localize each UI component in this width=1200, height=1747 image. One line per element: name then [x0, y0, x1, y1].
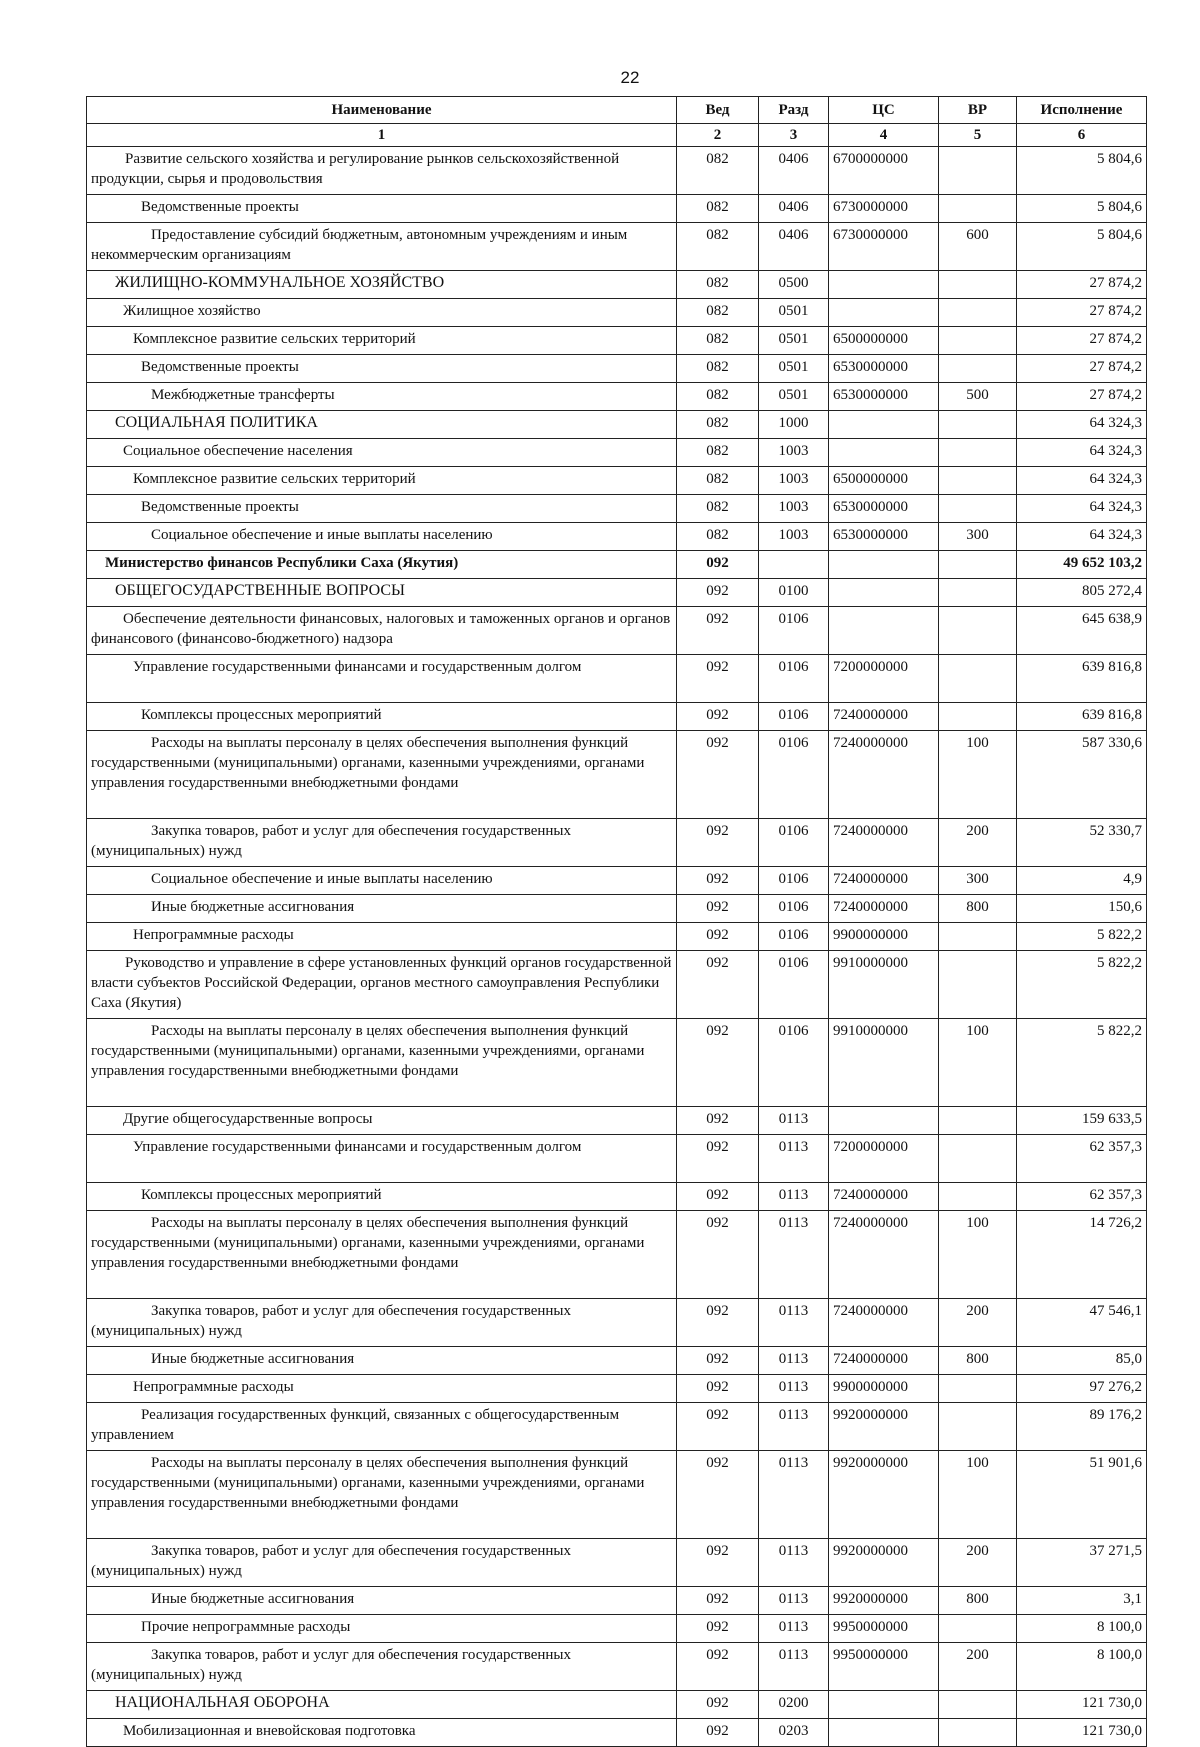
row-name: Предоставление субсидий бюджетным, автономным учреждениям и иным некоммерческим организациям — [87, 223, 677, 271]
row-vr: 200 — [939, 819, 1017, 867]
row-ved: 082 — [677, 147, 759, 195]
table-row — [87, 1539, 1147, 1587]
row-name: Расходы на выплаты персоналу в целях обеспечения выполнения функций государственными (муниципальными) органами, казенными учреждениями, органами управления государственными внебюджетными фондами — [87, 1451, 677, 1539]
header-number: 5 — [939, 124, 1017, 147]
row-cs: 6530000000 — [829, 495, 939, 523]
row-vr — [939, 1107, 1017, 1135]
row-ved: 092 — [677, 1451, 759, 1539]
row-ved: 092 — [677, 1135, 759, 1183]
table-row — [87, 703, 1147, 731]
row-razd: 0106 — [759, 895, 829, 923]
row-cs: 7240000000 — [829, 1299, 939, 1347]
row-vr: 100 — [939, 731, 1017, 819]
row-amount: 3,1 — [1017, 1587, 1147, 1615]
row-cs: 9920000000 — [829, 1539, 939, 1587]
row-razd: 1003 — [759, 439, 829, 467]
table-row — [87, 1403, 1147, 1451]
row-amount: 121 730,0 — [1017, 1691, 1147, 1719]
row-vr — [939, 1375, 1017, 1403]
row-name: Социальное обеспечение населения — [87, 439, 677, 467]
row-name: Мобилизационная и вневойсковая подготовка — [87, 1719, 677, 1747]
row-amount: 27 874,2 — [1017, 327, 1147, 355]
table-row — [87, 819, 1147, 867]
header-number: 2 — [677, 124, 759, 147]
row-ved: 092 — [677, 1403, 759, 1451]
row-razd: 0113 — [759, 1299, 829, 1347]
row-ved: 082 — [677, 355, 759, 383]
row-name: Руководство и управление в сфере установленных функций органов государственной власти субъектов Российской Федерации, органов местного самоуправления Республики Саха (Якутия) — [87, 951, 677, 1019]
row-razd: 0106 — [759, 703, 829, 731]
row-ved: 092 — [677, 1211, 759, 1299]
row-vr — [939, 655, 1017, 703]
row-vr — [939, 1691, 1017, 1719]
row-name: Развитие сельского хозяйства и регулирование рынков сельскохозяйственной продукции, сырья и продовольствия — [87, 147, 677, 195]
row-name: Иные бюджетные ассигнования — [87, 1347, 677, 1375]
table-row — [87, 1211, 1147, 1299]
row-razd: 0501 — [759, 383, 829, 411]
row-ved: 082 — [677, 467, 759, 495]
row-amount: 5 804,6 — [1017, 147, 1147, 195]
row-ved: 092 — [677, 579, 759, 607]
row-razd: 0406 — [759, 223, 829, 271]
row-vr: 300 — [939, 523, 1017, 551]
row-razd: 0200 — [759, 1691, 829, 1719]
row-name: Непрограммные расходы — [87, 1375, 677, 1403]
row-cs — [829, 607, 939, 655]
row-ved: 092 — [677, 1719, 759, 1747]
row-vr: 800 — [939, 895, 1017, 923]
row-cs: 7240000000 — [829, 1211, 939, 1299]
row-name: Социальное обеспечение и иные выплаты населению — [87, 523, 677, 551]
header-number: 4 — [829, 124, 939, 147]
row-amount: 639 816,8 — [1017, 655, 1147, 703]
row-amount: 37 271,5 — [1017, 1539, 1147, 1587]
row-vr — [939, 703, 1017, 731]
row-ved: 082 — [677, 299, 759, 327]
row-vr: 100 — [939, 1019, 1017, 1107]
row-ved: 092 — [677, 1107, 759, 1135]
row-amount: 27 874,2 — [1017, 355, 1147, 383]
row-cs: 9900000000 — [829, 923, 939, 951]
table-body — [87, 147, 1147, 1747]
row-razd: 0500 — [759, 271, 829, 299]
row-cs: 7200000000 — [829, 1135, 939, 1183]
table-row — [87, 1643, 1147, 1691]
row-vr: 500 — [939, 383, 1017, 411]
row-amount: 27 874,2 — [1017, 271, 1147, 299]
row-name: Расходы на выплаты персоналу в целях обеспечения выполнения функций государственными (муниципальными) органами, казенными учреждениями, органами управления государственными внебюджетными фондами — [87, 731, 677, 819]
row-cs: 9920000000 — [829, 1451, 939, 1539]
row-name: Закупка товаров, работ и услуг для обеспечения государственных (муниципальных) нужд — [87, 1539, 677, 1587]
row-name: Социальное обеспечение и иные выплаты населению — [87, 867, 677, 895]
table-row — [87, 299, 1147, 327]
row-vr — [939, 411, 1017, 439]
row-name: СОЦИАЛЬНАЯ ПОЛИТИКА — [87, 411, 677, 439]
row-name: НАЦИОНАЛЬНАЯ ОБОРОНА — [87, 1691, 677, 1719]
row-razd: 0106 — [759, 867, 829, 895]
row-razd: 0106 — [759, 655, 829, 703]
row-vr — [939, 299, 1017, 327]
table-row — [87, 607, 1147, 655]
row-name: Комплексное развитие сельских территорий — [87, 327, 677, 355]
row-vr — [939, 467, 1017, 495]
row-amount: 64 324,3 — [1017, 495, 1147, 523]
row-amount: 64 324,3 — [1017, 467, 1147, 495]
table-row — [87, 1615, 1147, 1643]
row-cs — [829, 1691, 939, 1719]
row-razd: 0113 — [759, 1539, 829, 1587]
row-ved: 082 — [677, 271, 759, 299]
row-vr: 200 — [939, 1299, 1017, 1347]
row-name: Иные бюджетные ассигнования — [87, 895, 677, 923]
row-ved: 082 — [677, 383, 759, 411]
row-ved: 092 — [677, 923, 759, 951]
row-name: Обеспечение деятельности финансовых, налоговых и таможенных органов и органов финансового (финансово-бюджетного) надзора — [87, 607, 677, 655]
table-row — [87, 731, 1147, 819]
row-amount: 5 804,6 — [1017, 195, 1147, 223]
row-amount: 5 822,2 — [1017, 951, 1147, 1019]
header-amount: Исполнение — [1017, 97, 1147, 124]
row-vr — [939, 355, 1017, 383]
row-vr: 800 — [939, 1587, 1017, 1615]
row-cs: 7240000000 — [829, 1347, 939, 1375]
row-cs — [829, 299, 939, 327]
row-name: Комплексное развитие сельских территорий — [87, 467, 677, 495]
row-ved: 092 — [677, 703, 759, 731]
row-cs — [829, 1107, 939, 1135]
table-row — [87, 271, 1147, 299]
header-razd: Разд — [759, 97, 829, 124]
table-row — [87, 1299, 1147, 1347]
row-cs: 9920000000 — [829, 1587, 939, 1615]
row-vr — [939, 439, 1017, 467]
row-amount: 5 822,2 — [1017, 923, 1147, 951]
row-name: Межбюджетные трансферты — [87, 383, 677, 411]
row-razd: 0106 — [759, 1019, 829, 1107]
row-amount: 5 804,6 — [1017, 223, 1147, 271]
row-vr: 600 — [939, 223, 1017, 271]
row-name: Прочие непрограммные расходы — [87, 1615, 677, 1643]
row-ved: 092 — [677, 819, 759, 867]
row-amount: 8 100,0 — [1017, 1643, 1147, 1691]
row-vr — [939, 495, 1017, 523]
row-razd: 1000 — [759, 411, 829, 439]
row-razd: 0501 — [759, 327, 829, 355]
row-razd: 0113 — [759, 1135, 829, 1183]
row-razd: 1003 — [759, 495, 829, 523]
row-name: Закупка товаров, работ и услуг для обеспечения государственных (муниципальных) нужд — [87, 1643, 677, 1691]
row-vr — [939, 1183, 1017, 1211]
row-amount: 85,0 — [1017, 1347, 1147, 1375]
row-name: Расходы на выплаты персоналу в целях обеспечения выполнения функций государственными (муниципальными) органами, казенными учреждениями, органами управления государственными внебюджетными фондами — [87, 1211, 677, 1299]
row-ved: 092 — [677, 1299, 759, 1347]
table-row — [87, 439, 1147, 467]
row-amount: 639 816,8 — [1017, 703, 1147, 731]
header-number: 6 — [1017, 124, 1147, 147]
row-razd: 1003 — [759, 523, 829, 551]
row-name: ОБЩЕГОСУДАРСТВЕННЫЕ ВОПРОСЫ — [87, 579, 677, 607]
row-ved: 082 — [677, 195, 759, 223]
header-number: 3 — [759, 124, 829, 147]
row-name: Комплексы процессных мероприятий — [87, 1183, 677, 1211]
row-amount: 587 330,6 — [1017, 731, 1147, 819]
row-razd: 0113 — [759, 1587, 829, 1615]
row-razd: 0501 — [759, 299, 829, 327]
row-name: Управление государственными финансами и государственным долгом — [87, 1135, 677, 1183]
row-razd: 0106 — [759, 731, 829, 819]
row-razd: 0100 — [759, 579, 829, 607]
header-cs: ЦС — [829, 97, 939, 124]
row-ved: 092 — [677, 1183, 759, 1211]
row-cs: 9900000000 — [829, 1375, 939, 1403]
row-cs: 9910000000 — [829, 1019, 939, 1107]
header-name: Наименование — [87, 97, 677, 124]
table-row — [87, 1691, 1147, 1719]
row-razd: 0203 — [759, 1719, 829, 1747]
table-row — [87, 951, 1147, 1019]
row-amount: 89 176,2 — [1017, 1403, 1147, 1451]
row-razd: 0501 — [759, 355, 829, 383]
row-vr — [939, 579, 1017, 607]
row-ved: 092 — [677, 1019, 759, 1107]
row-cs: 9920000000 — [829, 1403, 939, 1451]
table-row — [87, 327, 1147, 355]
row-vr: 800 — [939, 1347, 1017, 1375]
row-ved: 092 — [677, 551, 759, 579]
row-razd: 0406 — [759, 195, 829, 223]
header-ved: Вед — [677, 97, 759, 124]
header-number: 1 — [87, 124, 677, 147]
row-amount: 62 357,3 — [1017, 1183, 1147, 1211]
row-razd: 0113 — [759, 1183, 829, 1211]
row-vr — [939, 951, 1017, 1019]
header-vr: ВР — [939, 97, 1017, 124]
row-name: Министерство финансов Республики Саха (Якутия) — [87, 551, 677, 579]
row-name: Ведомственные проекты — [87, 355, 677, 383]
table-row — [87, 1107, 1147, 1135]
row-razd: 0113 — [759, 1211, 829, 1299]
row-amount: 64 324,3 — [1017, 411, 1147, 439]
budget-table — [86, 96, 1147, 1747]
row-name: Ведомственные проекты — [87, 195, 677, 223]
row-ved: 092 — [677, 1375, 759, 1403]
table-row — [87, 223, 1147, 271]
row-amount: 121 730,0 — [1017, 1719, 1147, 1747]
row-cs: 6730000000 — [829, 223, 939, 271]
row-amount: 159 633,5 — [1017, 1107, 1147, 1135]
row-vr — [939, 147, 1017, 195]
row-vr — [939, 1403, 1017, 1451]
row-ved: 092 — [677, 895, 759, 923]
page-number: 22 — [620, 68, 640, 87]
row-ved: 092 — [677, 1691, 759, 1719]
row-cs: 6530000000 — [829, 355, 939, 383]
row-vr — [939, 1719, 1017, 1747]
row-ved: 092 — [677, 867, 759, 895]
table-row — [87, 867, 1147, 895]
row-razd: 0106 — [759, 819, 829, 867]
row-razd: 0106 — [759, 951, 829, 1019]
table-row — [87, 195, 1147, 223]
table-row — [87, 1183, 1147, 1211]
row-name: Расходы на выплаты персоналу в целях обеспечения выполнения функций государственными (муниципальными) органами, казенными учреждениями, органами управления государственными внебюджетными фондами — [87, 1019, 677, 1107]
row-name: Реализация государственных функций, связанных с общегосударственным управлением — [87, 1403, 677, 1451]
row-cs: 7240000000 — [829, 819, 939, 867]
row-amount: 645 638,9 — [1017, 607, 1147, 655]
table-row — [87, 655, 1147, 703]
table-row — [87, 579, 1147, 607]
row-razd: 0113 — [759, 1107, 829, 1135]
row-vr — [939, 551, 1017, 579]
row-amount: 47 546,1 — [1017, 1299, 1147, 1347]
row-vr: 200 — [939, 1539, 1017, 1587]
row-ved: 092 — [677, 731, 759, 819]
table-row — [87, 355, 1147, 383]
row-vr — [939, 1615, 1017, 1643]
row-amount: 51 901,6 — [1017, 1451, 1147, 1539]
table-row — [87, 1019, 1147, 1107]
row-cs — [829, 411, 939, 439]
row-vr — [939, 327, 1017, 355]
row-amount: 64 324,3 — [1017, 523, 1147, 551]
row-amount: 27 874,2 — [1017, 299, 1147, 327]
row-amount: 97 276,2 — [1017, 1375, 1147, 1403]
row-cs — [829, 579, 939, 607]
row-amount: 64 324,3 — [1017, 439, 1147, 467]
row-ved: 082 — [677, 411, 759, 439]
row-amount: 14 726,2 — [1017, 1211, 1147, 1299]
table-row — [87, 1451, 1147, 1539]
row-ved: 092 — [677, 1539, 759, 1587]
row-ved: 092 — [677, 655, 759, 703]
row-vr — [939, 271, 1017, 299]
row-cs: 9910000000 — [829, 951, 939, 1019]
row-cs: 6530000000 — [829, 383, 939, 411]
row-cs: 7240000000 — [829, 1183, 939, 1211]
row-cs: 6730000000 — [829, 195, 939, 223]
row-razd: 0113 — [759, 1615, 829, 1643]
row-razd: 0106 — [759, 607, 829, 655]
row-ved: 092 — [677, 951, 759, 1019]
row-amount: 49 652 103,2 — [1017, 551, 1147, 579]
row-vr — [939, 195, 1017, 223]
row-vr — [939, 1135, 1017, 1183]
row-ved: 082 — [677, 495, 759, 523]
row-razd: 0113 — [759, 1375, 829, 1403]
row-ved: 082 — [677, 327, 759, 355]
row-cs — [829, 551, 939, 579]
row-amount: 805 272,4 — [1017, 579, 1147, 607]
row-razd: 0113 — [759, 1451, 829, 1539]
table-row — [87, 147, 1147, 195]
table-row — [87, 1719, 1147, 1747]
row-ved: 092 — [677, 1587, 759, 1615]
row-name: Закупка товаров, работ и услуг для обеспечения государственных (муниципальных) нужд — [87, 1299, 677, 1347]
row-razd: 0113 — [759, 1643, 829, 1691]
table-row — [87, 383, 1147, 411]
row-vr — [939, 923, 1017, 951]
header-number-row — [87, 124, 1147, 147]
row-name: Другие общегосударственные вопросы — [87, 1107, 677, 1135]
row-razd: 0406 — [759, 147, 829, 195]
row-amount: 150,6 — [1017, 895, 1147, 923]
row-amount: 62 357,3 — [1017, 1135, 1147, 1183]
row-cs: 7200000000 — [829, 655, 939, 703]
row-amount: 4,9 — [1017, 867, 1147, 895]
table-row — [87, 1587, 1147, 1615]
row-ved: 082 — [677, 223, 759, 271]
table-row — [87, 923, 1147, 951]
row-amount: 8 100,0 — [1017, 1615, 1147, 1643]
row-cs: 6530000000 — [829, 523, 939, 551]
row-ved: 092 — [677, 1347, 759, 1375]
row-name: Ведомственные проекты — [87, 495, 677, 523]
row-cs — [829, 439, 939, 467]
row-ved: 082 — [677, 523, 759, 551]
row-cs: 6500000000 — [829, 467, 939, 495]
row-razd: 0106 — [759, 923, 829, 951]
table-row — [87, 495, 1147, 523]
row-name: Жилищное хозяйство — [87, 299, 677, 327]
table-row — [87, 1375, 1147, 1403]
row-cs: 7240000000 — [829, 703, 939, 731]
row-name: Закупка товаров, работ и услуг для обеспечения государственных (муниципальных) нужд — [87, 819, 677, 867]
table-row — [87, 1135, 1147, 1183]
row-cs: 9950000000 — [829, 1643, 939, 1691]
row-razd — [759, 551, 829, 579]
row-razd: 0113 — [759, 1347, 829, 1375]
row-cs: 7240000000 — [829, 867, 939, 895]
row-name: Управление государственными финансами и государственным долгом — [87, 655, 677, 703]
row-ved: 082 — [677, 439, 759, 467]
row-cs — [829, 1719, 939, 1747]
row-name: Непрограммные расходы — [87, 923, 677, 951]
table-row — [87, 895, 1147, 923]
table-row — [87, 523, 1147, 551]
row-vr: 200 — [939, 1643, 1017, 1691]
row-cs: 7240000000 — [829, 895, 939, 923]
header-row — [87, 97, 1147, 124]
table-row — [87, 411, 1147, 439]
row-razd: 0113 — [759, 1403, 829, 1451]
row-ved: 092 — [677, 607, 759, 655]
row-ved: 092 — [677, 1615, 759, 1643]
row-amount: 52 330,7 — [1017, 819, 1147, 867]
table-row — [87, 551, 1147, 579]
row-razd: 1003 — [759, 467, 829, 495]
row-cs: 6700000000 — [829, 147, 939, 195]
row-cs: 9950000000 — [829, 1615, 939, 1643]
row-vr: 100 — [939, 1451, 1017, 1539]
row-cs: 6500000000 — [829, 327, 939, 355]
table-row — [87, 467, 1147, 495]
row-name: Иные бюджетные ассигнования — [87, 1587, 677, 1615]
row-vr: 100 — [939, 1211, 1017, 1299]
row-amount: 5 822,2 — [1017, 1019, 1147, 1107]
row-vr: 300 — [939, 867, 1017, 895]
row-cs — [829, 271, 939, 299]
row-name: ЖИЛИЩНО-КОММУНАЛЬНОЕ ХОЗЯЙСТВО — [87, 271, 677, 299]
row-ved: 092 — [677, 1643, 759, 1691]
row-amount: 27 874,2 — [1017, 383, 1147, 411]
row-vr — [939, 607, 1017, 655]
table-row — [87, 1347, 1147, 1375]
row-cs: 7240000000 — [829, 731, 939, 819]
row-name: Комплексы процессных мероприятий — [87, 703, 677, 731]
